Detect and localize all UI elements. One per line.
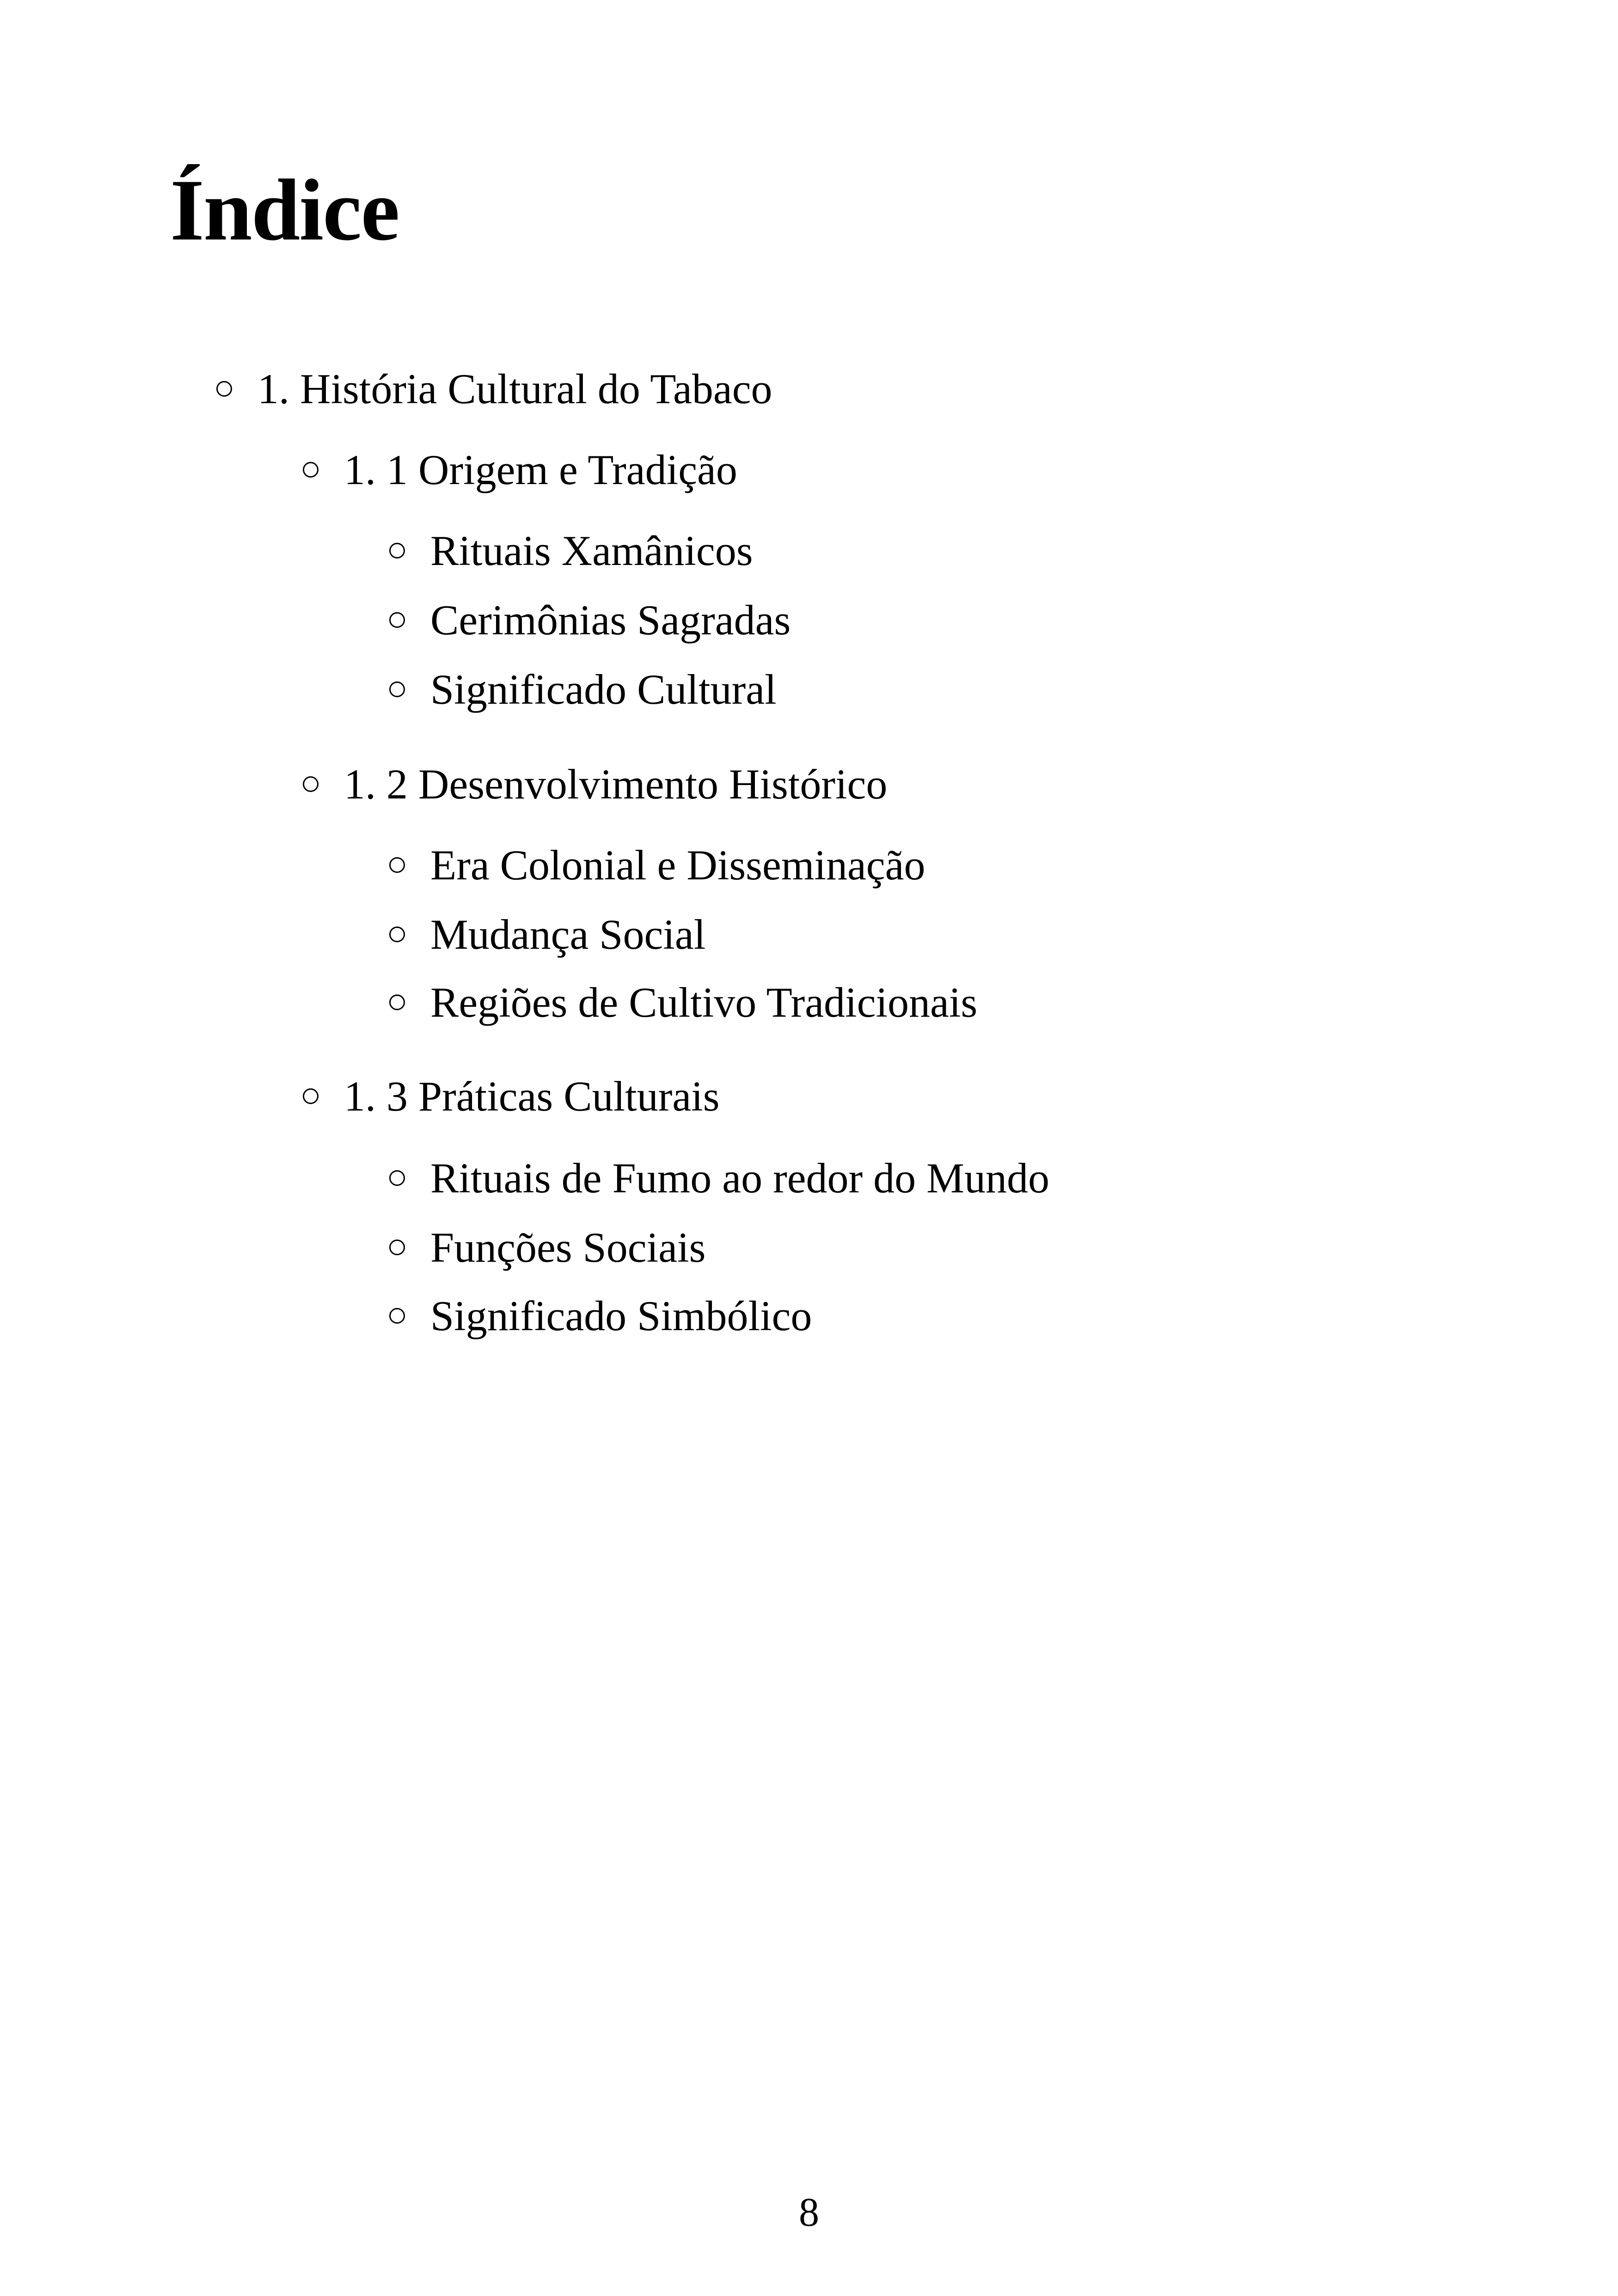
hollow-circle-bullet-icon	[389, 612, 405, 628]
toc-subsection-item[interactable]	[389, 668, 777, 711]
hollow-circle-bullet-icon	[389, 543, 405, 559]
toc-subsection-item[interactable]	[389, 1292, 812, 1339]
toc-subsection-item[interactable]	[389, 596, 791, 644]
hollow-circle-bullet-icon	[389, 1308, 405, 1324]
toc-section-1-3[interactable]	[303, 1073, 720, 1120]
page-number: 8	[799, 2190, 819, 2235]
toc-subsection-label: Funções Sociais	[430, 1224, 706, 1271]
toc-section-label: 1. 3 Práticas Culturais	[344, 1073, 720, 1120]
toc-subsection-label: Regiões de Cultivo Tradicionais	[430, 979, 978, 1026]
toc-subsection-item[interactable]	[389, 841, 925, 889]
hollow-circle-bullet-icon	[303, 776, 319, 792]
hollow-circle-bullet-icon	[303, 462, 319, 478]
toc-section-label: 1. 2 Desenvolvimento Histórico	[344, 761, 888, 808]
hollow-circle-bullet-icon	[389, 857, 405, 873]
hollow-circle-bullet-icon	[389, 927, 405, 942]
toc-subsection-label: Mudança Social	[430, 911, 706, 958]
toc-subsection-item[interactable]	[389, 913, 705, 956]
hollow-circle-bullet-icon	[389, 1170, 405, 1186]
toc-subsection-label: Rituais de Fumo ao redor do Mundo	[430, 1154, 1049, 1202]
toc-subsection-label: Era Colonial e Disseminação	[430, 841, 925, 889]
toc-subsection-item[interactable]	[389, 1154, 1049, 1202]
toc-subsection-label: Rituais Xamânicos	[430, 527, 753, 574]
hollow-circle-bullet-icon	[389, 995, 405, 1010]
toc-subsection-item[interactable]	[389, 1226, 705, 1269]
hollow-circle-bullet-icon	[389, 681, 405, 697]
hollow-circle-bullet-icon	[216, 381, 232, 397]
toc-chapter-label: 1. História Cultural do Tabaco	[257, 365, 772, 412]
toc-section-label: 1. 1 Origem e Tradição	[344, 446, 737, 493]
page-title: Índice	[170, 162, 399, 259]
hollow-circle-bullet-icon	[389, 1240, 405, 1255]
hollow-circle-bullet-icon	[303, 1088, 319, 1104]
toc-subsection-label: Cerimônias Sagradas	[430, 596, 791, 644]
toc-chapter-1[interactable]	[216, 365, 772, 412]
toc-subsection-label: Significado Cultural	[430, 666, 777, 713]
toc-subsection-label: Significado Simbólico	[430, 1292, 812, 1339]
toc-subsection-item[interactable]	[389, 529, 753, 572]
toc-section-1-1[interactable]	[303, 448, 737, 491]
toc-section-1-2[interactable]	[303, 761, 888, 808]
toc-subsection-item[interactable]	[389, 981, 977, 1024]
